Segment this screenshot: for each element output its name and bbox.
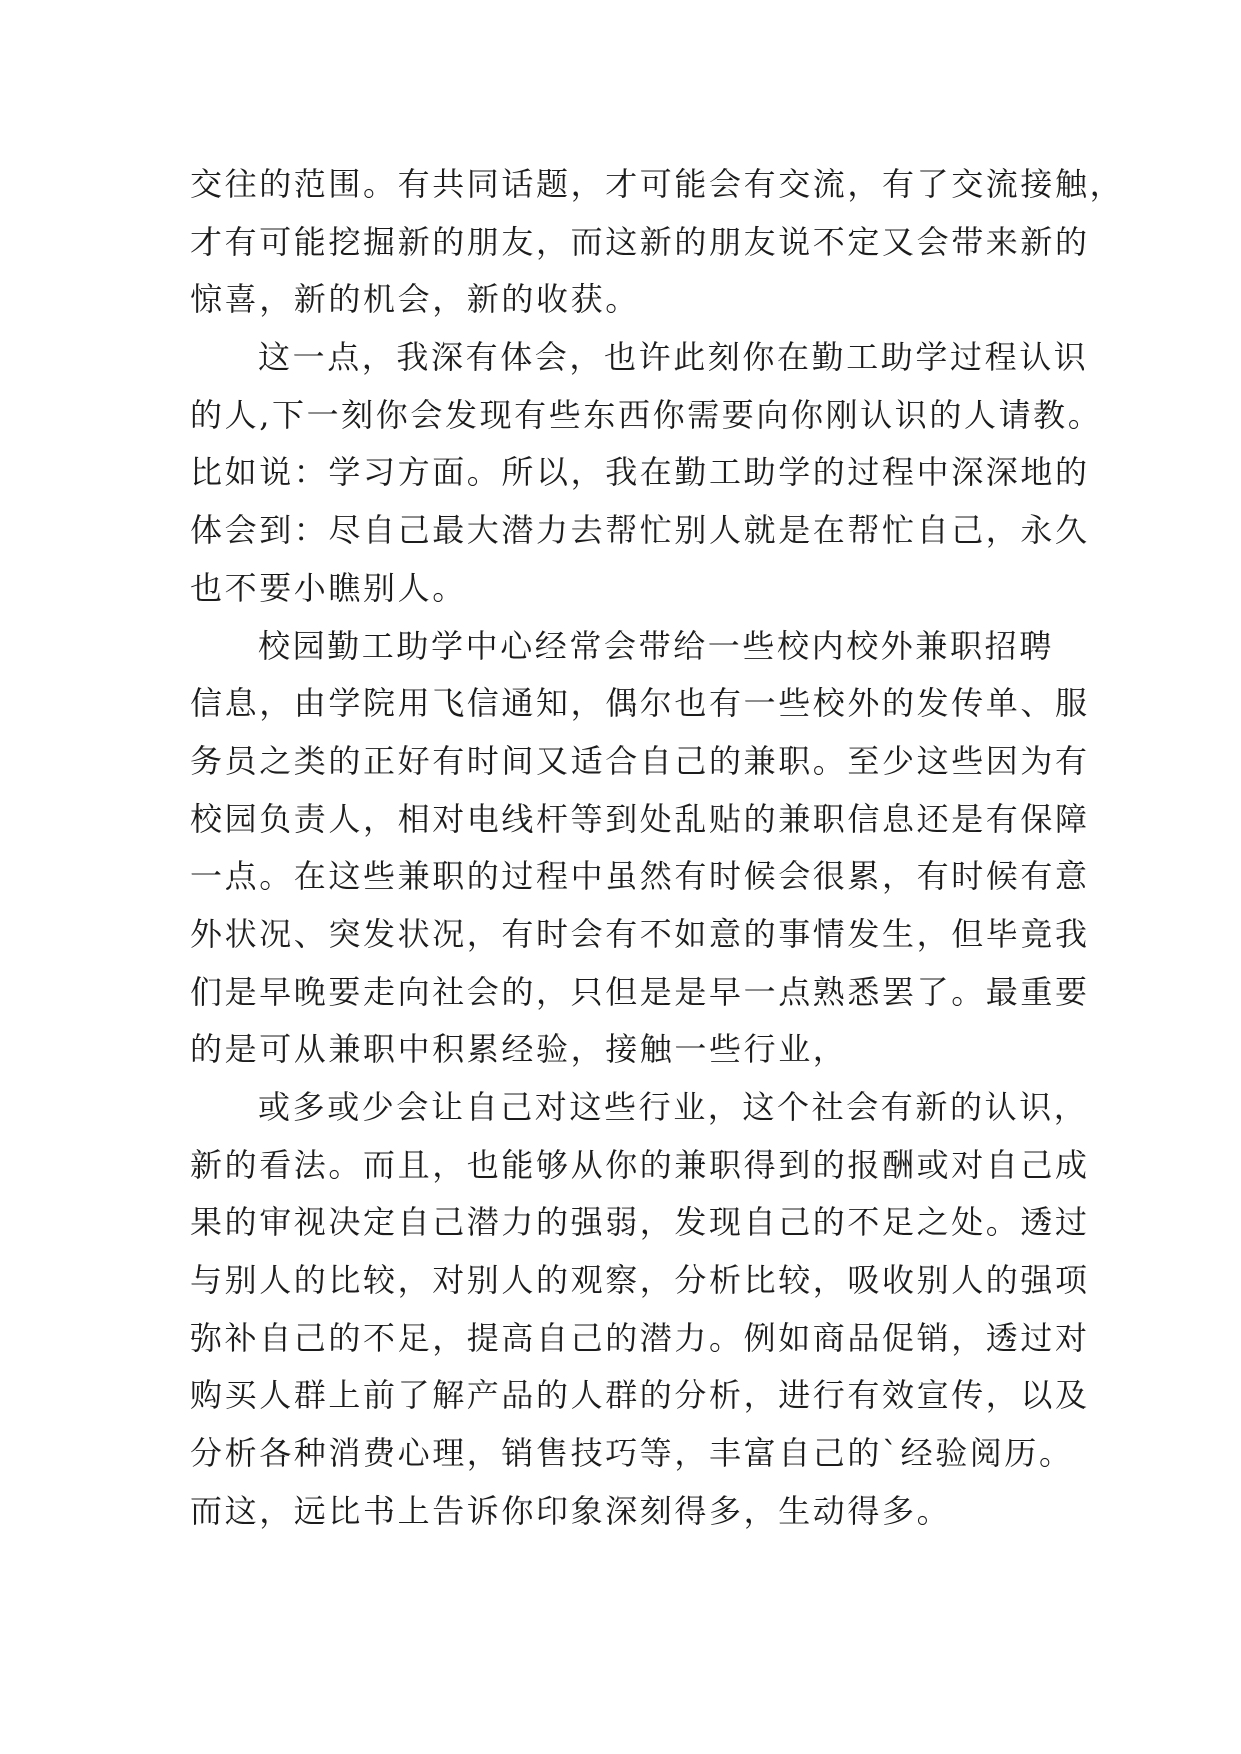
text-line: 分析各种消费心理，销售技巧等，丰富自己的`经验阅历。	[190, 1434, 1074, 1473]
text-line: 体会到：尽自己最大潜力去帮忙别人就是在帮忙自己，永久	[190, 511, 1090, 550]
text-line: 而这，远比书上告诉你印象深刻得多，生动得多。	[190, 1491, 952, 1530]
text-line: 信息，由学院用飞信通知，偶尔也有一些校外的发传单、服	[190, 684, 1090, 723]
text-line: 才有可能挖掘新的朋友，而这新的朋友说不定又会带来新的	[190, 222, 1090, 261]
text-line: 弥补自己的不足，提高自己的潜力。例如商品促销，透过对	[190, 1318, 1090, 1357]
text-line: 一点。在这些兼职的过程中虽然有时候会很累，有时候有意	[190, 857, 1090, 896]
text-line: 购买人群上前了解产品的人群的分析，进行有效宣传，以及	[190, 1376, 1090, 1415]
text-line: 也不要小瞧别人。	[190, 568, 467, 607]
text-line: 的人,下一刻你会发现有些东西你需要向你刚认识的人请教。	[190, 395, 1103, 434]
text-line: 们是早晚要走向社会的，只但是是早一点熟悉罢了。最重要	[190, 972, 1090, 1011]
text-line: 比如说：学习方面。所以，我在勤工助学的过程中深深地的	[190, 453, 1090, 492]
text-line: 惊喜，新的机会，新的收获。	[190, 280, 640, 319]
text-line: 或多或少会让自己对这些行业，这个社会有新的认识，	[258, 1088, 1089, 1126]
text-line: 的是可从兼职中积累经验，接触一些行业，	[190, 1030, 848, 1069]
text-line: 外状况、突发状况，有时会有不如意的事情发生，但毕竟我	[190, 914, 1090, 953]
paragraph	[190, 329, 1103, 617]
paragraph	[190, 1079, 1090, 1541]
text-line: 务员之类的正好有时间又适合自己的兼职。至少这些因为有	[190, 741, 1090, 780]
text-line: 校园负责人，相对电线杆等到处乱贴的兼职信息还是有保障	[190, 799, 1090, 838]
paragraph	[190, 618, 1090, 1080]
paragraph	[190, 156, 1125, 329]
text-line: 这一点，我深有体会，也许此刻你在勤工助学过程认识	[258, 338, 1089, 377]
text-line: 新的看法。而且，也能够从你的兼职得到的报酬或对自己成	[190, 1145, 1090, 1184]
text-line: 果的审视决定自己潜力的强弱，发现自己的不足之处。透过	[190, 1203, 1090, 1242]
text-line: 与别人的比较，对别人的观察，分析比较，吸收别人的强项	[190, 1261, 1090, 1300]
text-line: 交往的范围。有共同话题，才可能会有交流，有了交流接触，	[190, 165, 1125, 203]
text-line: 校园勤工助学中心经常会带给一些校内校外兼职招聘	[258, 626, 1054, 665]
document-body	[190, 156, 1125, 1541]
